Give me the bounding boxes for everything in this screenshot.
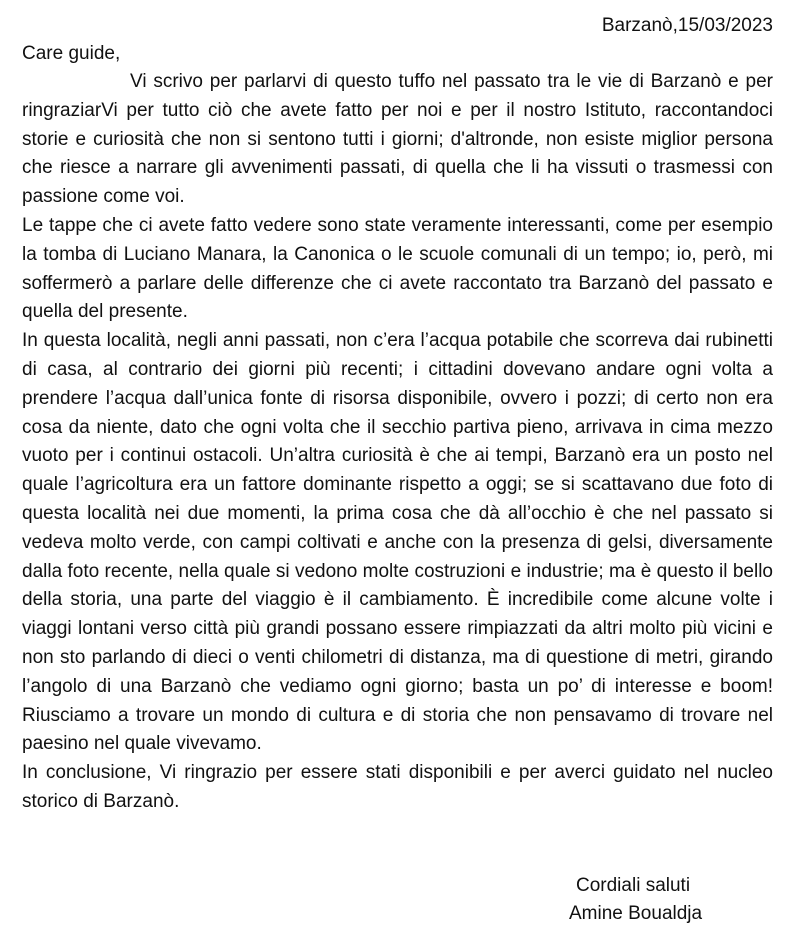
signature: Amine Boualdja (569, 903, 703, 924)
paragraph-stops: Le tappe che ci avete fatto vedere sono state veramente interessanti, come per esempio la tomba di Luciano Manara, la Canonica o le scuole comunali di un tempo; io, però, mi soffermerò a parlare delle differenze che ci avete raccontato tra Barzanò del passato e quella del presente. (22, 214, 773, 323)
letter-body (22, 68, 773, 817)
paragraph-differences: In questa località, negli anni passati, non c’era l’acqua potabile che scorreva dai rubinetti di casa, al contrario dei giorni più recenti; i cittadini dovevano andare ogni volta a prendere l’acqua dall’unica fonte di risorsa disponibile, ovvero i pozzi; di certo non era cosa da niente, dato che ogni volta che il secchio partiva pieno, arrivava in cima mezzo vuoto per i continui ostacoli. Un’altra curiosità è che ai tempi, Barzanò era un posto nel quale l’agricoltura era un fattore dominante rispetto a oggi; se si scattavano due foto di questa località nei due momenti, la prima cosa che dà all’occhio è che nel passato si vedeva molto verde, con campi coltivati e anche con la presenza di gelsi, diversamente dalla foto recente, nella quale si vedono molte costruzioni e industrie; ma è questo il bello della storia, una parte del viaggio è il cambiamento. È incredibile come alcune volte i viaggi lontani verso città più grandi possano essere rimpiazzati da altri molto più vicini e non sto parlando di dieci o venti chilometri di distanza, ma di questione di metri, girando l’angolo di una Barzanò che vediamo ogni giorno; basta un po’ di interesse e boom! Riusciamo a trovare un mondo di cultura e di storia che non pensavamo di trovare nel paesino nel quale vivevamo. (22, 330, 773, 755)
paragraph-intro: Vi scrivo per parlarvi di questo tuffo nel passato tra le vie di Barzanò e per ringraziarVi per tutto ciò che avete fatto per noi e per il nostro Istituto, raccontandoci storie e curiosità che non si sentono tutti i giorni; d'altronde, non esiste miglior persona che riesce a narrare gli avvenimenti passati, di quella che li ha vissuti o trasmessi con passione come voi. (22, 71, 773, 208)
date-line: Barzanò,15/03/2023 (601, 15, 773, 36)
greeting: Care guide, (22, 43, 121, 64)
closing: Cordiali saluti (576, 875, 691, 896)
paragraph-conclusion: In conclusione, Vi ringrazio per essere stati disponibili e per averci guidato nel nucleo storico di Barzanò. (22, 762, 773, 812)
